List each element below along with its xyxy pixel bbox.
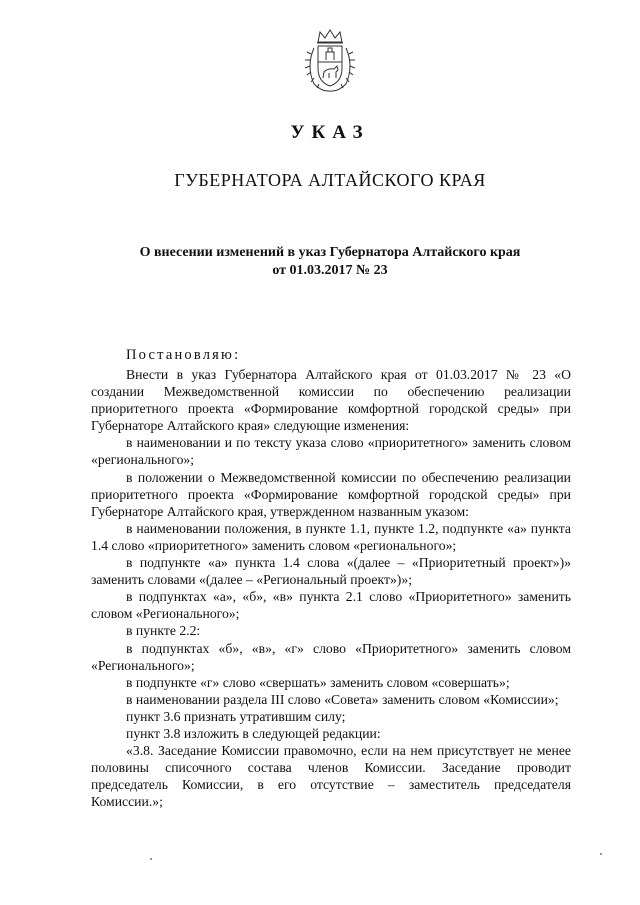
issuer-title: ГУБЕРНАТОРА АЛТАЙСКОГО КРАЯ — [174, 170, 486, 190]
paragraph: в наименовании раздела III слово «Совета» заменить словом «Комиссии»; — [126, 691, 559, 707]
subject-line-1: О внесении изменений в указ Губернатора Алтайского края — [139, 245, 521, 260]
document-title: УКАЗ — [290, 122, 370, 143]
paragraph: в подпунктах «б», «в», «г» слово «Приоритетного» заменить словом «Регионального»; — [91, 640, 571, 673]
paragraph: в наименовании и по тексту указа слово «приоритетного» заменить словом «регионального»; — [91, 435, 571, 468]
subject-line-2: от 01.03.2017 № 23 — [272, 263, 388, 278]
preamble: Постановляю: — [126, 347, 241, 363]
decree-body — [91, 366, 571, 810]
paragraph: «3.8. Заседание Комиссии правомочно, если на нем присутствует не менее половины списочного состава членов Комиссии. Заседание проводит председатель Комиссии, в его отсутствие – заместитель председателя Комиссии.»; — [91, 743, 571, 810]
paragraph: в подпунктах «а», «б», «в» пункта 2.1 слово «Приоритетного» заменить словом «Регионального»; — [91, 589, 571, 622]
coat-of-arms-icon — [302, 28, 358, 94]
scan-speck — [150, 858, 152, 860]
scan-speck — [600, 853, 602, 855]
paragraph: Внести в указ Губернатора Алтайского края от 01.03.2017 № 23 «О создании Межведомственной комиссии по обеспечению реализации приоритетного проекта «Формирование комфортной городской среды» при Губернаторе Алтайского края» следующие изменения: — [91, 367, 571, 434]
paragraph: пункт 3.8 изложить в следующей редакции: — [126, 725, 381, 741]
paragraph: в наименовании положения, в пункте 1.1, пункте 1.2, подпункте «а» пункта 1.4 слово «приоритетного» заменить словом «регионального»; — [91, 520, 571, 553]
paragraph: пункт 3.6 признать утратившим силу; — [126, 708, 346, 724]
paragraph: в пункте 2.2: — [126, 623, 201, 639]
paragraph: в подпункте «а» пункта 1.4 слова «(далее – «Приоритетный проект»)» заменить словами «(далее – «Региональный проект»)»; — [91, 555, 571, 588]
decree-subject — [100, 244, 560, 280]
paragraph: в положении о Межведомственной комиссии по обеспечению реализации приоритетного проекта «Формирование комфортной городской среды» при Губернаторе Алтайского края, утвержденном названным указом: — [91, 469, 571, 519]
paragraph: в подпункте «г» слово «свершать» заменить словом «совершать»; — [126, 674, 510, 690]
